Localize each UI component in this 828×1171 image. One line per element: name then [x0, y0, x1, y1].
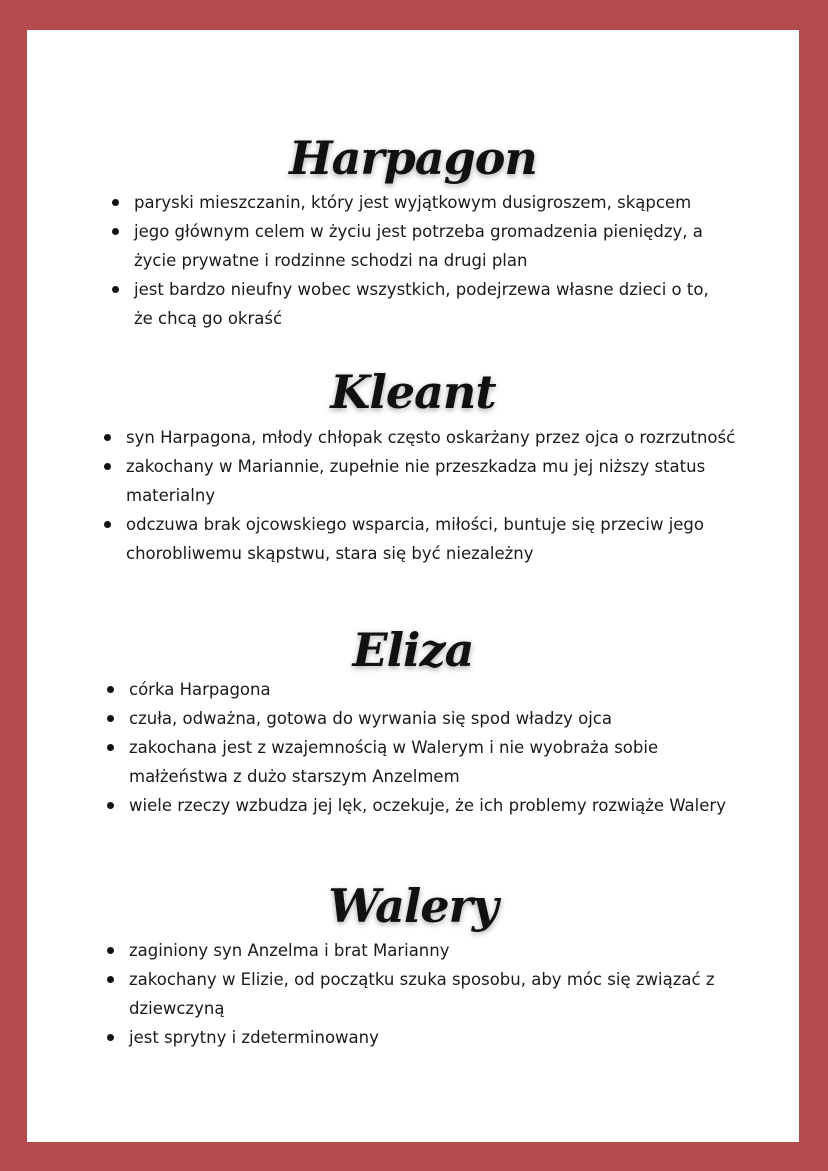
section-heading-eliza: Eliza: [352, 623, 474, 677]
bullet-icon: [107, 802, 114, 809]
bullet-list-eliza: [107, 675, 757, 820]
list-item-text: paryski mieszczanin, który jest wyjątkowym dusigroszem, skąpcem: [134, 193, 692, 212]
list-item: [107, 936, 737, 965]
list-item-text: odczuwa brak ojcowskiego wsparcia, miłości, buntuje się przeciw jego chorobliwemu skąpstwu, stara się być niezależny: [126, 515, 704, 563]
list-item-text: wiele rzeczy wzbudza jej lęk, oczekuje, że ich problemy rozwiąże Walery: [129, 796, 726, 815]
list-item: [104, 510, 754, 568]
list-item: [112, 188, 732, 217]
bullet-icon: [107, 1034, 114, 1041]
section-heading-walery: Walery: [328, 879, 498, 933]
bullet-icon: [107, 744, 114, 751]
list-item-text: zakochany w Elizie, od początku szuka sposobu, aby móc się związać z dziewczyną: [129, 970, 715, 1018]
list-item-text: jest bardzo nieufny wobec wszystkich, podejrzewa własne dzieci o to, że chcą go okraść: [134, 280, 709, 328]
list-item: [107, 675, 757, 704]
list-item-text: syn Harpagona, młody chłopak często oskarżany przez ojca o rozrzutność: [126, 428, 736, 447]
bullet-icon: [112, 228, 119, 235]
list-item-text: jest sprytny i zdeterminowany: [129, 1028, 379, 1047]
bullet-icon: [104, 434, 111, 441]
list-item: [107, 1023, 737, 1052]
list-item: [112, 217, 732, 275]
list-item: [104, 423, 754, 452]
list-item-text: córka Harpagona: [129, 680, 271, 699]
bullet-icon: [112, 199, 119, 206]
bullet-list-kleant: [104, 423, 754, 568]
list-item: [112, 275, 732, 333]
bullet-icon: [107, 976, 114, 983]
bullet-icon: [112, 286, 119, 293]
list-item-text: zaginiony syn Anzelma i brat Marianny: [129, 941, 450, 960]
list-item: [107, 733, 757, 791]
bullet-icon: [107, 947, 114, 954]
list-item-text: zakochany w Mariannie, zupełnie nie przeszkadza mu jej niższy status materialny: [126, 457, 706, 505]
list-item: [104, 452, 754, 510]
bullet-icon: [104, 463, 111, 470]
bullet-icon: [107, 686, 114, 693]
list-item-text: jego głównym celem w życiu jest potrzeba gromadzenia pieniędzy, a życie prywatne i rodzinne schodzi na drugi plan: [134, 222, 703, 270]
bullet-icon: [104, 521, 111, 528]
bullet-icon: [107, 715, 114, 722]
list-item-text: zakochana jest z wzajemnością w Walerym i nie wyobraża sobie małżeństwa z dużo starszym Anzelmem: [129, 738, 659, 786]
list-item: [107, 704, 757, 733]
section-heading-harpagon: Harpagon: [289, 131, 537, 185]
bullet-list-harpagon: [112, 188, 732, 333]
section-heading-kleant: Kleant: [330, 365, 496, 419]
list-item: [107, 791, 757, 820]
list-item: [107, 965, 737, 1023]
document-page: [27, 30, 799, 1142]
list-item-text: czuła, odważna, gotowa do wyrwania się spod władzy ojca: [129, 709, 612, 728]
bullet-list-walery: [107, 936, 737, 1052]
